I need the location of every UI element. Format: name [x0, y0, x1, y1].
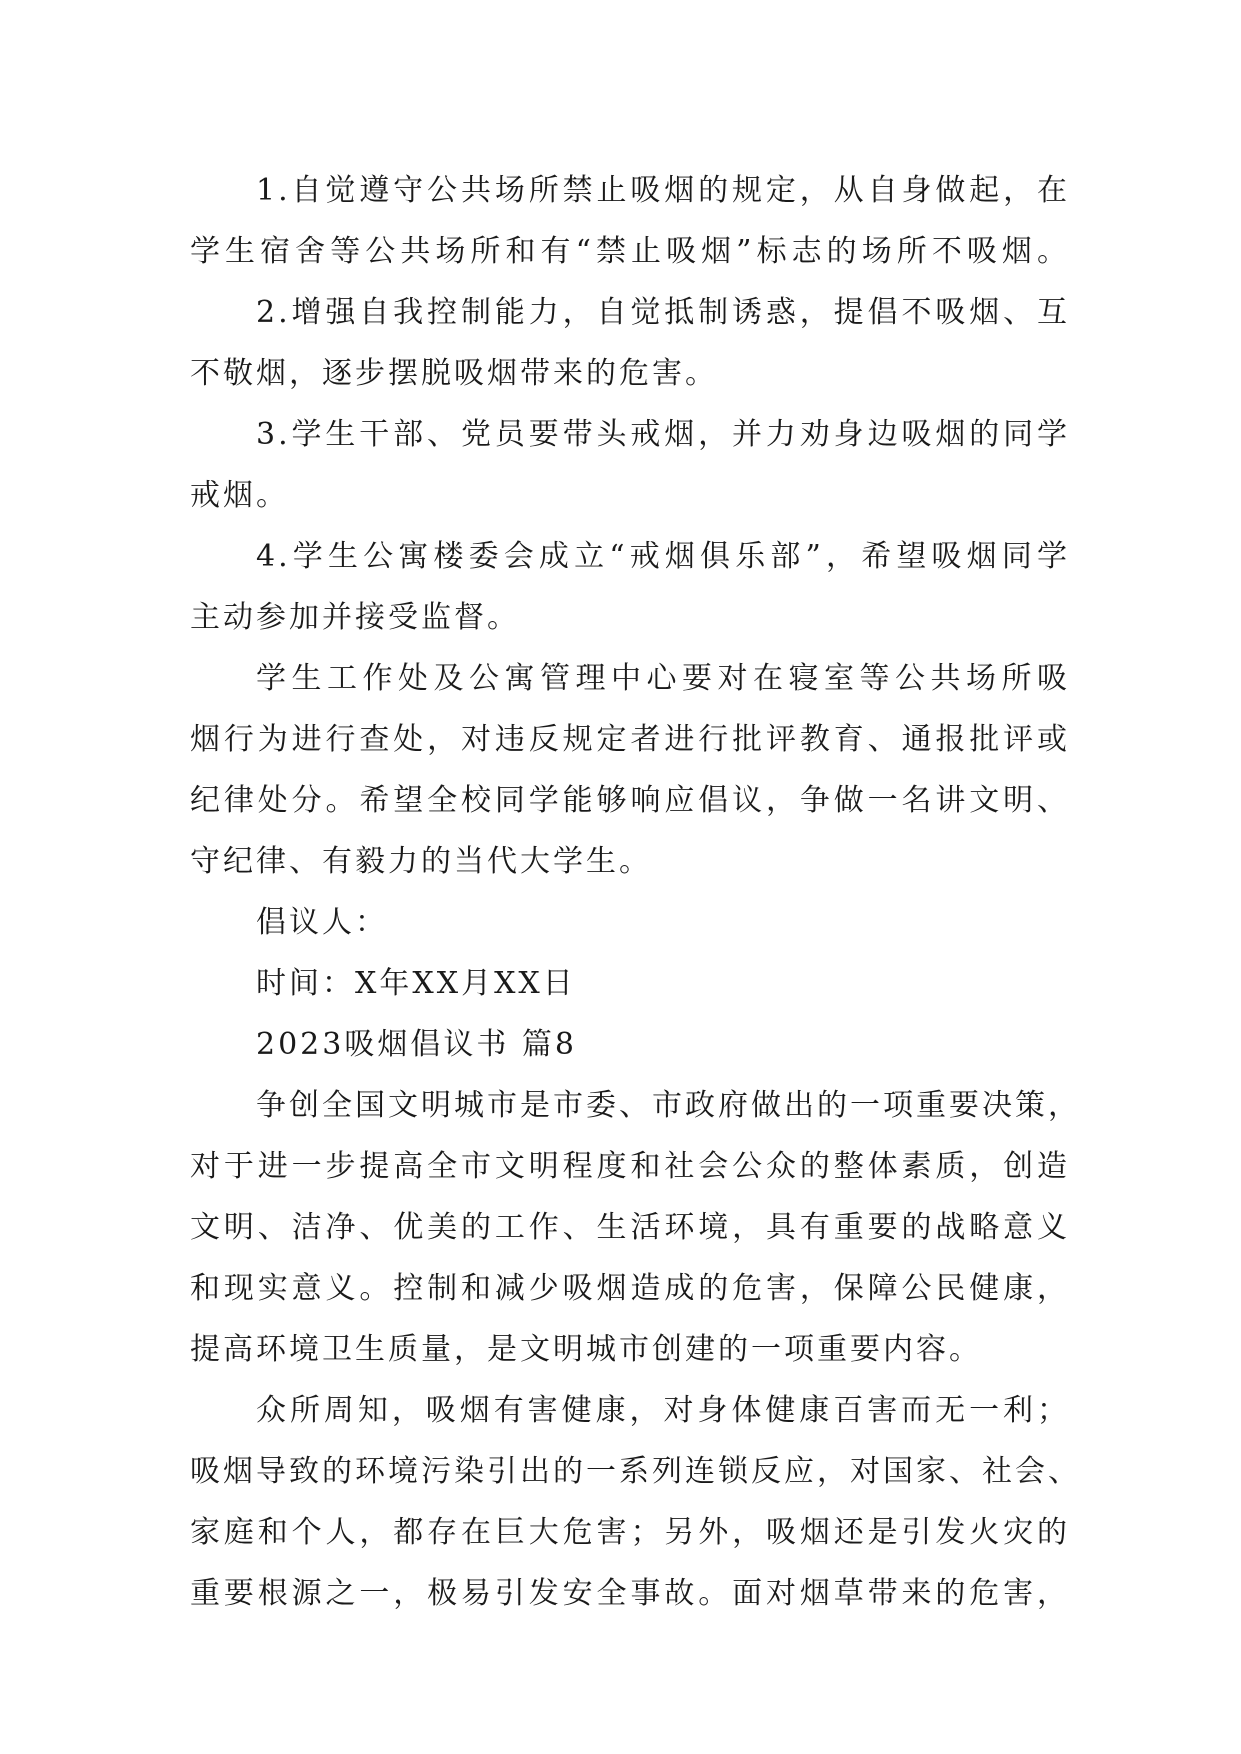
text-line: 提高环境卫生质量，是文明城市创建的一项重要内容。: [190, 1332, 982, 1367]
text-line: 不敬烟，逐步摆脱吸烟带来的危害。: [190, 356, 718, 391]
text-line: 4.学生公寓楼委会成立“戒烟俱乐部”，希望吸烟同学: [256, 539, 1070, 574]
text-line: 戒烟。: [190, 478, 289, 513]
text-line: 守纪律、有毅力的当代大学生。: [190, 844, 652, 879]
text-line: 倡议人：: [256, 905, 388, 940]
text-line: 对于进一步提高全市文明程度和社会公众的整体素质，创造: [190, 1149, 1070, 1184]
document-body: [190, 160, 1081, 1624]
text-line: 2023吸烟倡议书 篇8: [256, 1027, 577, 1062]
text-line: 主动参加并接受监督。: [190, 600, 520, 635]
text-line: 家庭和个人，都存在巨大危害；另外，吸烟还是引发火灾的: [190, 1515, 1070, 1550]
text-line: 1.自觉遵守公共场所禁止吸烟的规定，从自身做起，在: [256, 173, 1070, 208]
text-line: 文明、洁净、优美的工作、生活环境，具有重要的战略意义: [190, 1210, 1070, 1245]
text-line: 烟行为进行查处，对违反规定者进行批评教育、通报批评或: [190, 722, 1070, 757]
text-line: 3.学生干部、党员要带头戒烟，并力劝身边吸烟的同学: [256, 417, 1070, 452]
text-line: 学生工作处及公寓管理中心要对在寝室等公共场所吸: [256, 661, 1070, 696]
text-line: 争创全国文明城市是市委、市政府做出的一项重要决策，: [256, 1088, 1081, 1123]
text-line: 2.增强自我控制能力，自觉抵制诱惑，提倡不吸烟、互: [256, 295, 1070, 330]
text-line: 和现实意义。控制和减少吸烟造成的危害，保障公民健康，: [190, 1271, 1070, 1306]
text-line: 众所周知，吸烟有害健康，对身体健康百害而无一利；: [256, 1393, 1070, 1428]
text-line: 时间：X年XX月XX日: [256, 966, 576, 1001]
document-page: [190, 160, 1081, 1624]
text-line: 吸烟导致的环境污染引出的一系列连锁反应，对国家、社会、: [190, 1454, 1081, 1489]
text-line: 重要根源之一，极易引发安全事故。面对烟草带来的危害，: [190, 1576, 1070, 1611]
text-line: 纪律处分。希望全校同学能够响应倡议，争做一名讲文明、: [190, 783, 1070, 818]
text-line: 学生宿舍等公共场所和有“禁止吸烟”标志的场所不吸烟。: [190, 234, 1070, 269]
